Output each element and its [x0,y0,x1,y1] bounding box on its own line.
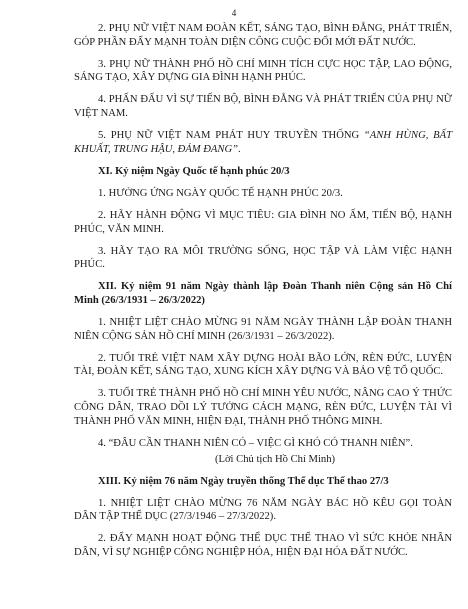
page-number: 4 [231,8,237,18]
list-item: 3. TUỔI TRẺ THÀNH PHỐ HỒ CHÍ MINH YÊU NƯỚC, NÂNG CAO Ý THỨC CÔNG DÂN, TRAO DỒI LÝ TƯỞNG CÁCH MẠNG, RÈN ĐỨC, LUYỆN TÀI VÌ THÀNH PHỐ VĂN MINH, HIỆN ĐẠI, THÀNH PHỐ THÔNG MINH. [74,388,452,427]
list-item: 3. HÃY TẠO RA MÔI TRƯỜNG SỐNG, HỌC TẬP VÀ LÀM VIỆC HẠNH PHÚC. [74,245,452,271]
list-item-text: 5. PHỤ NỮ VIỆT NAM PHÁT HUY TRUYỀN THỐNG [98,130,360,142]
section-heading: XIII. Kỷ niệm 76 năm Ngày truyền thống Thể dục Thể thao 27/3 [98,475,389,487]
section-heading: XI. Kỷ niệm Ngày Quốc tế hạnh phúc 20/3 [98,165,290,177]
list-item: 2. HÃY HÀNH ĐỘNG VÌ MỤC TIÊU: GIA ĐÌNH NO ẤM, TIẾN BỘ, HẠNH PHÚC, VĂN MINH. [74,209,452,235]
list-item: 2. PHỤ NỮ VIỆT NAM ĐOÀN KẾT, SÁNG TẠO, BÌNH ĐẲNG, PHÁT TRIỂN, GÓP PHẦN ĐẨY MẠNH TOÀN DIỆN CÔNG CUỘC ĐỔI MỚI ĐẤT NƯỚC. [74,23,452,48]
list-item: 4. PHẤN ĐẤU VÌ SỰ TIẾN BỘ, BÌNH ĐẲNG VÀ PHÁT TRIỂN CỦA PHỤ NỮ VIỆT NAM. [74,94,452,120]
italic-quote: “ANH HÙNG, BẤT KHUẤT, TRUNG HẬU, ĐẢM ĐANG” [74,130,452,155]
list-item: 1. NHIỆT LIỆT CHÀO MỪNG 76 NĂM NGÀY BÁC HỒ KÊU GỌI TOÀN DÂN TẬP THỂ DỤC (27/3/1946 – 27/3/2022). [74,497,452,523]
list-item: 2. ĐẨY MẠNH HOẠT ĐỘNG THỂ DỤC THỂ THAO VÌ SỨC KHỎE NHÂN DÂN, VÌ SỰ NGHIỆP CÔNG NGHIỆP HÓA, HIỆN ĐẠI HÓA ĐẤT NƯỚC. [74,533,452,559]
list-item: 3. PHỤ NỮ THÀNH PHỐ HỒ CHÍ MINH TÍCH CỰC HỌC TẬP, LAO ĐỘNG, SÁNG TẠO, XÂY DỰNG GIA ĐÌNH HẠNH PHÚC. [74,58,452,84]
list-item-end: . [238,143,241,155]
section-heading: XII. Kỷ niệm 91 năm Ngày thành lập Đoàn Thanh niên Cộng sản Hồ Chí Minh (26/3/1931 – 26/3/2022) [74,281,452,306]
list-item [74,129,452,156]
document-body [74,22,452,568]
list-item: 2. TUỔI TRẺ VIỆT NAM XÂY DỰNG HOÀI BÃO LỚN, RÈN ĐỨC, LUYỆN TÀI, ĐOÀN KẾT, SÁNG TẠO, XUNG KÍCH XÂY DỰNG VÀ BẢO VỆ TỔ QUỐC. [74,352,452,378]
list-item: 1. HƯỞNG ỨNG NGÀY QUỐC TẾ HẠNH PHÚC 20/3. [98,187,343,199]
quote-citation: (Lời Chủ tịch Hồ Chí Minh) [214,453,336,465]
list-item: 1. NHIỆT LIỆT CHÀO MỪNG 91 NĂM NGÀY THÀNH LẬP ĐOÀN THANH NIÊN CỘNG SẢN HỒ CHÍ MINH (26/3/1931 – 26/3/2022). [74,316,452,342]
list-item: 4. “ĐÂU CẦN THANH NIÊN CÓ – VIỆC GÌ KHÓ CÓ THANH NIÊN”. [98,437,413,449]
